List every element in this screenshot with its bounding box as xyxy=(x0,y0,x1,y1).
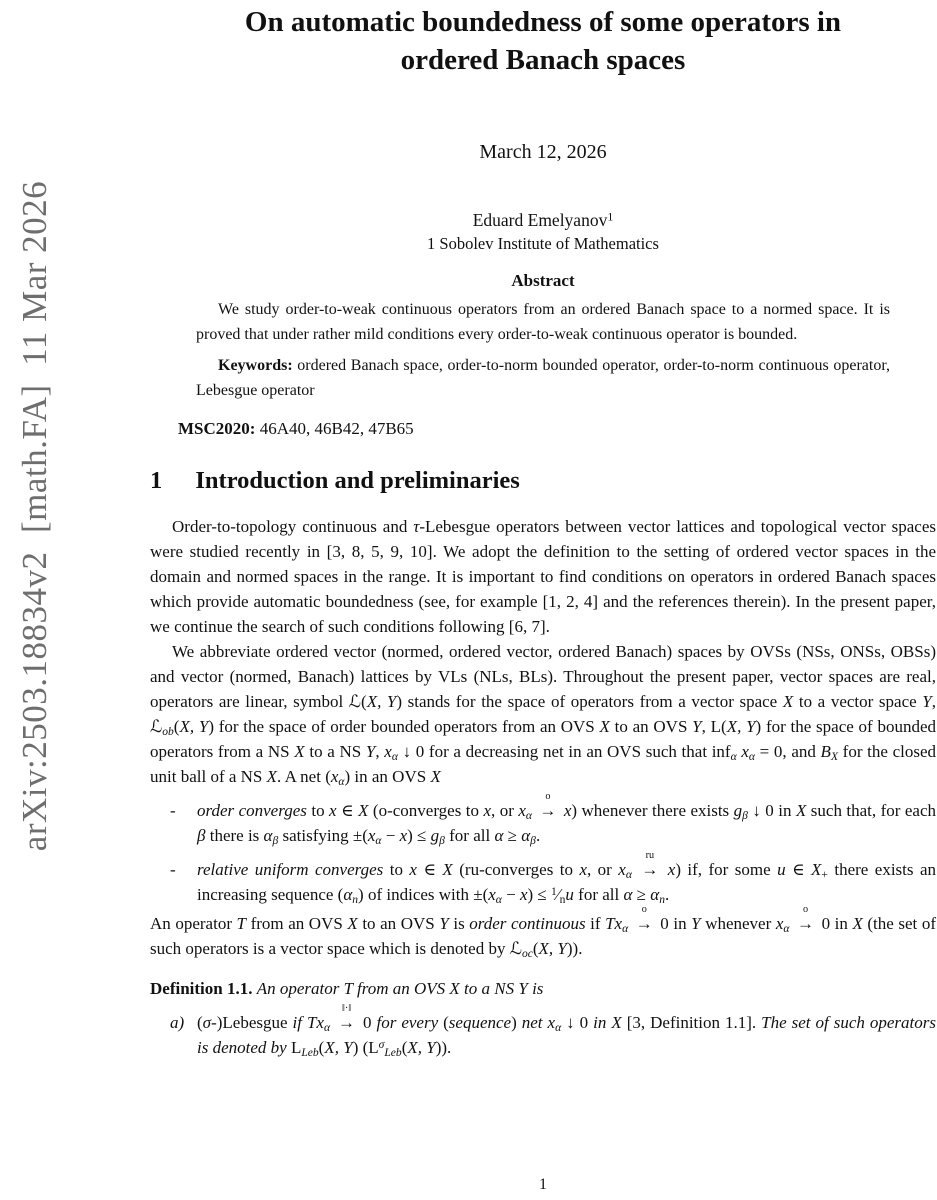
convergence-list xyxy=(150,790,936,907)
list-item-text: relative uniform converges to x ∈ X (ru-converges to x, or $x_\alpha$ ru → x) if, for some u ∈ $X_+$ there exists an increasing sequence $(\alpha_n)$ of indices with $\pm(x_\alpha - x)$ ≤ $^1⁄_nu$ for all $\alpha \ge \alpha_n$. xyxy=(197,849,936,906)
abstract-heading: Abstract xyxy=(511,271,575,290)
paper-date: March 12, 2026 xyxy=(479,141,607,163)
author-name: Eduard Emelyanov$^1$ xyxy=(472,209,614,230)
list-item-text: (σ-)Lebesgue if $Tx_\alpha$ ‖·‖ → 0 for every (sequence) net $x_\alpha$ ↓ 0 in X [3, Definition 1.1]. The set of such operators is denoted by $L_{Leb}(X$, Y) ($L^\sigma_{Leb}(X$, Y)). xyxy=(197,1002,937,1059)
paragraph-intro-2: We abbreviate ordered vector (normed, ordered vector, ordered Banach) spaces by OVSs (NSs, ONSs, OBSs) and vector (normed, Banach) lattices by VLs (NLs, BLs). Throughout the present paper, vector spaces are real, operators are linear, symbol ℒ(X, Y) stands for the space of operators from a vector space X to a vector space Y, ℒ$_{ob}$(X, Y) for the space of order bounded operators from an OVS X to an OVS Y, L(X, Y) for the space of bounded operators from a NS X to a NS Y, $x_\alpha$ ↓ 0 for a decreasing net in an OVS such that inf$_\alpha$ $x_\alpha = 0$, and $B_X$ for the closed unit ball of a NS X. A net $(x_\alpha)$ in an OVS X xyxy=(150,642,937,788)
msc-line: MSC2020: 46A40, 46B42, 47B65 xyxy=(178,419,414,438)
author-affiliation: 1 Sobolev Institute of Mathematics xyxy=(427,234,659,253)
arxiv-watermark: arXiv:2503.18834v2 [math.FA] 11 Mar 2026 xyxy=(15,180,54,852)
paragraph-intro-1: Order-to-topology continuous and τ-Lebesgue operators between vector lattices and topological vector spaces were studied recently in [3, 8, 5, 9, 10]. We adopt the definition to the setting of ordered vector spaces in the domain and normed spaces in the range. It is important to find conditions on operators in ordered Banach spaces which provide automatic boundedness (see, for example [1, 2, 4] and the references therein). In the present paper, we continue the search of such conditions following [6, 7]. xyxy=(150,517,936,636)
list-item xyxy=(150,849,936,907)
list-item-text: order converges to x ∈ X (o-converges to x, or $x_\alpha$ o → x) whenever there exists $g_\beta$ ↓ 0 in X such that, for each β there is $\alpha_\beta$ satisfying $\pm(x_\alpha - x) \le g_\beta$ for all $\alpha \ge \alpha_\beta$. xyxy=(197,790,936,847)
paper-title-line2: ordered Banach spaces xyxy=(400,44,686,76)
definition-item-list xyxy=(150,1002,937,1060)
paper-content xyxy=(150,0,936,1060)
keywords-line: Keywords: ordered Banach space, order-to-norm bounded operator, order-to-norm continuous operator, Lebesgue operator xyxy=(196,357,890,399)
list-item-marker: - xyxy=(170,801,176,820)
section-number: 1 xyxy=(150,467,163,494)
page-number: 1 xyxy=(539,1176,547,1193)
list-item-marker: a) xyxy=(170,1013,185,1032)
list-item-marker: - xyxy=(170,860,176,879)
abstract-block xyxy=(196,297,890,403)
paper-title xyxy=(150,0,936,79)
section-heading xyxy=(150,467,936,495)
abstract-text: We study order-to-weak continuous operators from an ordered Banach space to a normed space. It is proved that under rather mild conditions every order-to-weak continuous operator is bounded. xyxy=(196,301,890,343)
paper-title-line1: On automatic boundedness of some operators in xyxy=(244,6,842,38)
list-item xyxy=(150,790,936,848)
section-title: Introduction and preliminaries xyxy=(195,467,520,494)
definition-1-1: Definition 1.1. An operator T from an OVS X to a NS Y is xyxy=(150,979,544,998)
list-item xyxy=(150,1002,937,1060)
paragraph-order-continuous: An operator T from an OVS X to an OVS Y is order continuous if $Tx_\alpha$ o → 0 in Y whenever $x_\alpha$ o → 0 in X (the set of such operators is a vector space which is denoted by ℒ$_{oc}$(X, Y)). xyxy=(150,903,936,960)
